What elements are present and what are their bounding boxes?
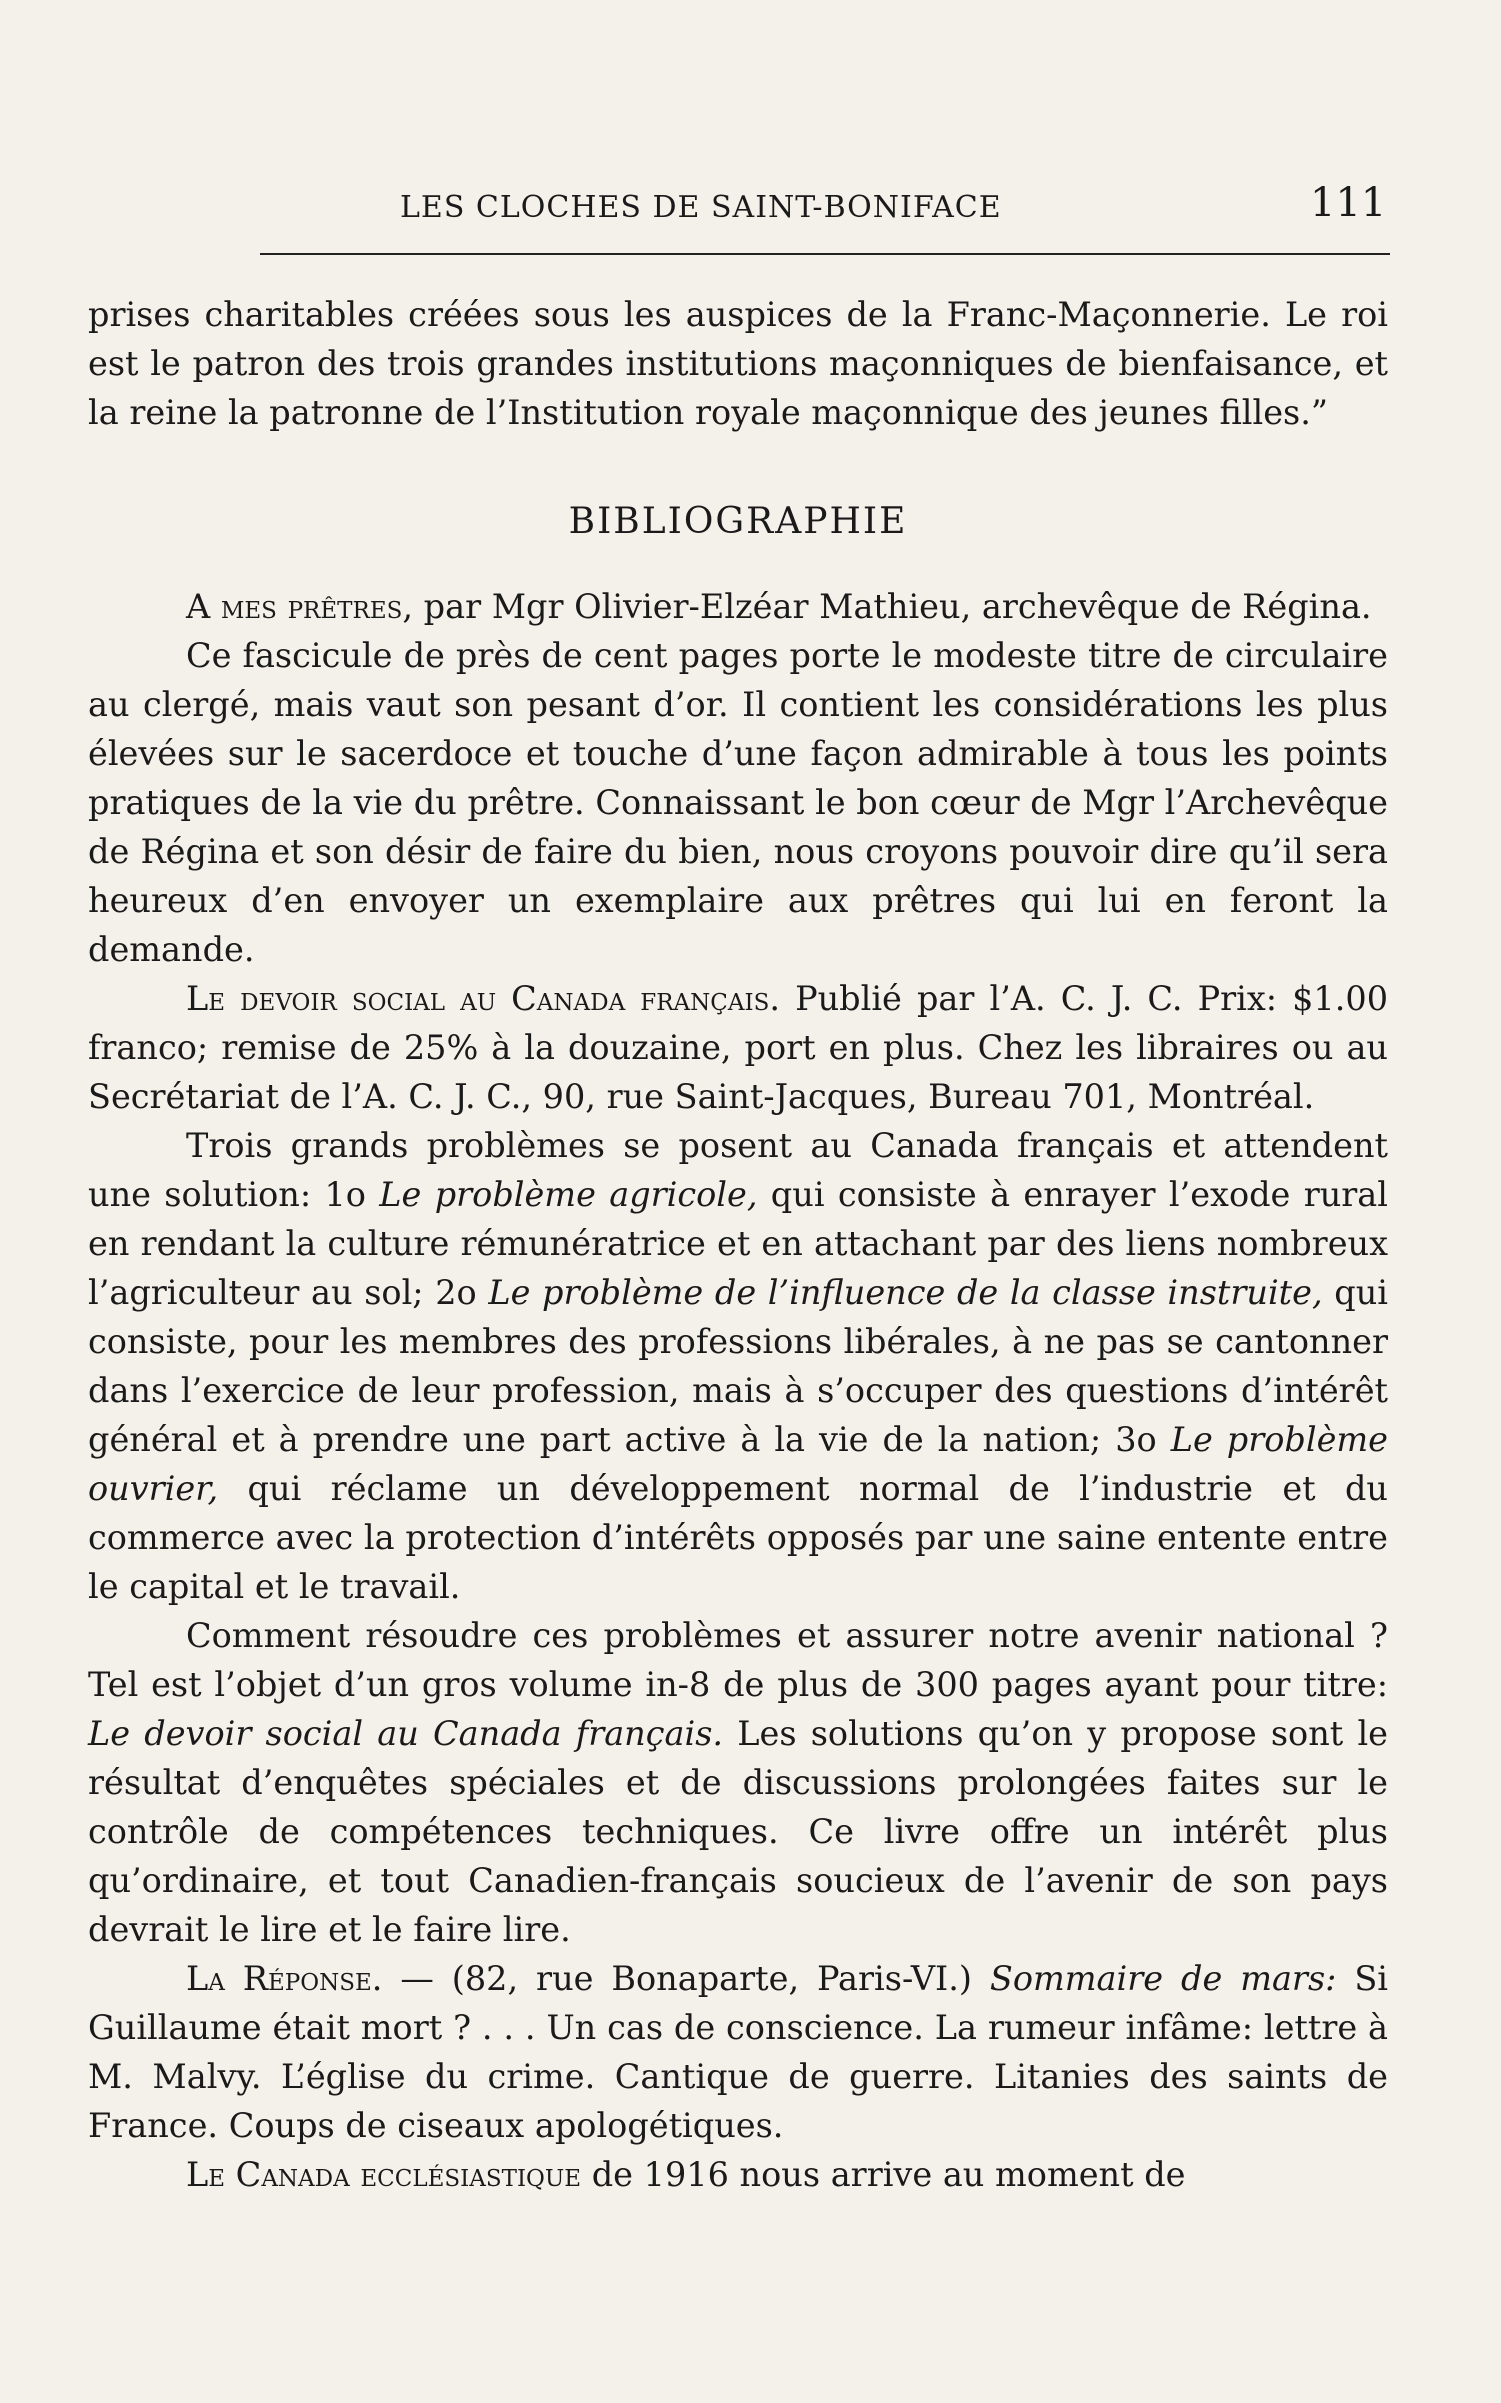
italic-title: Le problème de l’influence de la classe instruite,	[488, 1273, 1323, 1312]
paragraph: Ce fascicule de près de cent pages porte le modeste titre de circulaire au clergé, mais vaut son pesant d’or. Il contient les considérations les plus élevées sur le sacerdoce et touche d’une façon admirable à tous les points pratiques de la vie du prêtre. Connaissant le bon cœur de Mgr l’Archevêque de Régina et son désir de faire du bien, nous croyons pouvoir dire qu’il sera heureux d’en envoyer un exemplaire aux prêtres qui lui en feront la demande.	[88, 636, 1388, 969]
text-run: Trois grands problèmes se posent au Canada français et attendent une solution: 1o	[88, 1126, 1388, 1214]
bibliography-entry-3	[88, 1954, 1388, 2150]
text-run: Comment résoudre ces problèmes et assurer notre avenir national ? Tel est l’objet d’un gros volume in-8 de plus de 300 pages ayant pour titre:	[88, 1616, 1388, 1704]
text-run: — (82, rue Bonaparte, Paris-VI.)	[382, 1959, 990, 1998]
bibliography-entry-2	[88, 974, 1388, 1121]
text-run: qui consiste, pour les membres des professions libérales, à ne pas se cantonner dans l’exercice de leur profession, mais à s’occuper des questions d’intérêt général et à prendre une part active à la vie de la nation; 3o	[88, 1273, 1388, 1459]
italic-title: Sommaire de mars:	[989, 1959, 1337, 1998]
entry-title: A mes prêtres,	[186, 587, 414, 626]
paragraph	[88, 1611, 1388, 1954]
text-run: qui réclame un développement normal de l’industrie et du commerce avec la protection d’intérêts opposés par une saine entente entre le capital et le travail.	[88, 1469, 1388, 1606]
italic-title: Le problème agricole,	[379, 1175, 758, 1214]
text-run: Les solutions qu’on y propose sont le résultat d’enquêtes spéciales et de discussions prolongées faites sur le contrôle de compétences techniques. Ce livre offre un intérêt plus qu’ordinaire, et tout Canadien-français soucieux de l’avenir de son pays devrait le lire et le faire lire.	[88, 1714, 1388, 1949]
bibliography-entry-1	[88, 582, 1388, 631]
entry-title: Le devoir social au Canada français.	[186, 979, 780, 1018]
bibliography-entry-4	[88, 2150, 1388, 2199]
paragraph-continuation: prises charitables créées sous les auspices de la Franc-Maçonnerie. Le roi est le patron des trois grandes institutions maçonniques de bienfaisance, et la reine la patronne de l’Institution royale maçonnique des jeunes filles.”	[88, 295, 1388, 432]
body-text	[88, 290, 1388, 2199]
italic-title: Le problème ouvrier,	[88, 1420, 1388, 1508]
paragraph	[88, 1121, 1388, 1611]
page-number: 111	[1310, 180, 1387, 226]
running-title: LES CLOCHES DE SAINT-BONIFACE	[400, 190, 1002, 225]
entry-text: Publié par l’A. C. J. C. Prix: $1.00 franco; remise de 25% à la douzaine, port en plus. Chez les libraires ou au Secrétariat de l’A. C. J. C., 90, rue Saint-Jacques, Bureau 701, Montréal.	[88, 979, 1389, 1116]
italic-title: Le devoir social au Canada français.	[88, 1714, 724, 1753]
entry-text: par Mgr Olivier-Elzéar Mathieu, archevêque de Régina.	[413, 587, 1372, 626]
section-title: BIBLIOGRAPHIE	[568, 501, 908, 542]
entry-title: La Réponse.	[186, 1959, 383, 1998]
header-rule	[260, 253, 1390, 255]
entry-title: Le Canada ecclésiastique	[186, 2155, 582, 2194]
text-run: Si Guillaume était mort ? . . . Un cas de conscience. La rumeur infâme: lettre à M. Malvy. L’église du crime. Cantique de guerre. Litanies des saints de France. Coups de ciseaux apologétiques.	[88, 1959, 1389, 2145]
entry-text: de 1916 nous arrive au moment de	[581, 2155, 1186, 2194]
text-run: qui consiste à enrayer l’exode rural en rendant la culture rémunératrice et en attachant par des liens nombreux l’agriculteur au sol; 2o	[88, 1175, 1388, 1312]
